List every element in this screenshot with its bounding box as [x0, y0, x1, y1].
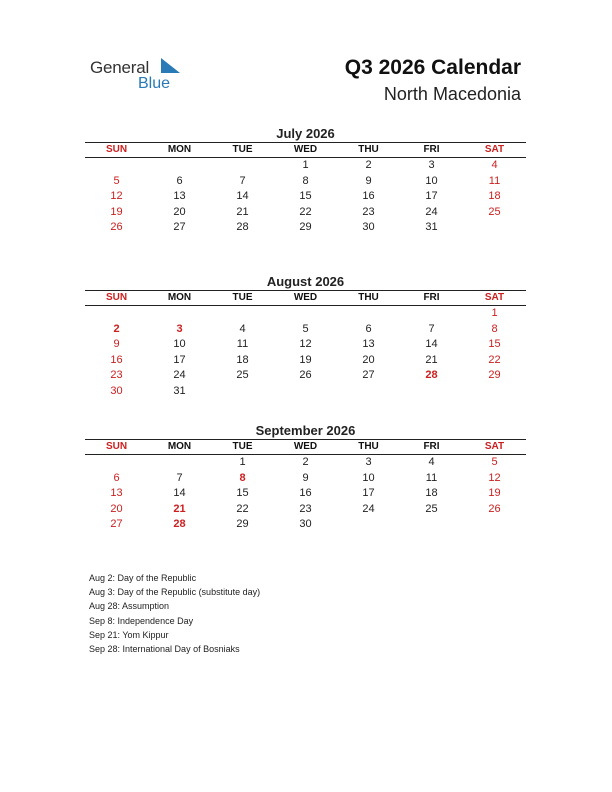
day-cell: 20: [362, 353, 375, 366]
day-cell: 3: [428, 159, 435, 171]
empty-day-cell: [337, 306, 400, 322]
day-cell: 7: [176, 471, 183, 484]
day-cell: 1: [302, 159, 309, 171]
week-row: [85, 205, 526, 221]
day-cell: 9: [365, 174, 372, 187]
day-cell: 24: [425, 205, 438, 218]
day-cell: 11: [488, 174, 501, 187]
holiday-note: Aug 3: Day of the Republic (substitute day): [89, 587, 261, 598]
empty-day-cell: [400, 384, 463, 400]
weekday-header-mon: MON: [167, 144, 192, 155]
day-cell: 2: [302, 456, 309, 468]
day-cell: 27: [362, 369, 375, 382]
day-cell: 9: [302, 471, 309, 484]
week-row: [85, 158, 526, 174]
weekday-header-row: [85, 290, 526, 306]
day-cell: 28: [173, 518, 186, 531]
month-july: [85, 125, 526, 236]
day-cell: 6: [113, 471, 120, 484]
day-cell: 4: [239, 322, 246, 335]
holiday-notes: [89, 571, 260, 656]
week-row: [85, 455, 526, 471]
holiday-note: Sep 8: Independence Day: [89, 615, 194, 626]
weekday-header-sun: SUN: [105, 144, 128, 155]
day-cell: 13: [173, 190, 186, 203]
weekday-header-tue: TUE: [232, 144, 253, 155]
day-cell: 13: [110, 487, 123, 500]
week-row: [85, 384, 526, 400]
weekday-header-fri: FRI: [423, 292, 440, 303]
day-cell: 19: [110, 205, 123, 218]
day-cell: 16: [299, 487, 312, 500]
day-cell: 20: [173, 205, 186, 218]
weekday-header-fri: FRI: [423, 144, 440, 155]
empty-day-cell: [85, 455, 148, 471]
day-cell: 8: [491, 322, 498, 335]
holiday-note: Aug 2: Day of the Republic: [89, 573, 197, 583]
day-cell: 2: [113, 322, 120, 335]
weekday-header-wed: WED: [293, 144, 318, 155]
empty-day-cell: [85, 306, 148, 322]
empty-day-cell: [211, 306, 274, 322]
weekday-header-tue: TUE: [232, 292, 253, 303]
day-cell: 13: [362, 338, 375, 351]
empty-day-cell: [463, 220, 526, 236]
weekday-header-row: [85, 142, 526, 158]
week-row: [85, 306, 526, 322]
day-cell: 12: [488, 471, 501, 484]
holiday-note: Aug 28: Assumption: [89, 601, 170, 612]
weekday-header-tue: TUE: [232, 441, 253, 452]
week-row: [85, 471, 526, 487]
day-cell: 17: [362, 487, 375, 500]
weekday-header-thu: THU: [358, 441, 379, 452]
day-cell: 10: [362, 471, 375, 484]
day-cell: 23: [299, 502, 312, 515]
empty-day-cell: [274, 306, 337, 322]
day-cell: 5: [302, 322, 309, 335]
month-august: [85, 273, 526, 400]
day-cell: 18: [236, 353, 249, 366]
day-cell: 12: [110, 190, 123, 203]
week-row: [85, 220, 526, 236]
empty-day-cell: [463, 517, 526, 533]
day-cell: 4: [491, 159, 498, 171]
day-cell: 27: [110, 518, 123, 531]
day-cell: 31: [425, 221, 438, 234]
day-cell: 10: [173, 338, 186, 351]
weekday-header-sun: SUN: [105, 292, 128, 303]
day-cell: 29: [299, 221, 312, 234]
empty-day-cell: [400, 517, 463, 533]
empty-day-cell: [148, 306, 211, 322]
day-cell: 8: [239, 471, 246, 484]
day-cell: 15: [299, 190, 312, 203]
weekday-header-wed: WED: [293, 441, 318, 452]
day-cell: 18: [425, 487, 438, 500]
day-cell: 26: [488, 502, 501, 515]
day-cell: 11: [425, 471, 438, 484]
day-cell: 15: [236, 487, 249, 500]
empty-day-cell: [148, 455, 211, 471]
day-cell: 14: [236, 190, 249, 203]
weekday-header-sun: SUN: [105, 441, 128, 452]
day-cell: 8: [302, 174, 309, 187]
week-row: [85, 322, 526, 338]
weekday-header-wed: WED: [293, 292, 318, 303]
day-cell: 26: [299, 369, 312, 382]
empty-day-cell: [85, 158, 148, 174]
day-cell: 19: [299, 353, 312, 366]
day-cell: 12: [299, 338, 312, 351]
week-row: [85, 368, 526, 384]
week-row: [85, 337, 526, 353]
week-row: [85, 486, 526, 502]
day-cell: 1: [239, 456, 246, 468]
empty-day-cell: [148, 158, 211, 174]
day-cell: 7: [428, 322, 435, 335]
week-row: [85, 502, 526, 518]
empty-day-cell: [211, 158, 274, 174]
logo-blue-text: Blue: [138, 75, 171, 92]
weekday-header-sat: SAT: [484, 292, 505, 303]
day-cell: 23: [362, 205, 375, 218]
month-title: August 2026: [266, 274, 345, 289]
day-cell: 24: [173, 369, 186, 382]
holiday-note: Sep 21: Yom Kippur: [89, 629, 169, 640]
day-cell: 17: [425, 190, 438, 203]
day-cell: 28: [425, 369, 438, 382]
day-cell: 30: [362, 221, 375, 234]
weekday-header-thu: THU: [358, 144, 379, 155]
day-cell: 3: [365, 456, 372, 468]
day-cell: 7: [239, 174, 246, 187]
weekday-header-fri: FRI: [423, 441, 440, 452]
day-cell: 5: [491, 456, 498, 468]
page-subtitle: North Macedonia: [383, 84, 521, 104]
weekday-header-mon: MON: [167, 441, 192, 452]
day-cell: 27: [173, 221, 186, 234]
month-title: September 2026: [255, 423, 356, 438]
empty-day-cell: [337, 517, 400, 533]
day-cell: 4: [428, 456, 435, 468]
day-cell: 17: [173, 353, 186, 366]
day-cell: 22: [236, 502, 249, 515]
day-cell: 9: [113, 338, 120, 351]
day-cell: 23: [110, 369, 123, 382]
day-cell: 21: [425, 353, 438, 366]
day-cell: 6: [176, 174, 183, 187]
day-cell: 1: [491, 307, 498, 319]
day-cell: 25: [488, 205, 501, 218]
day-cell: 29: [236, 518, 249, 531]
day-cell: 30: [299, 518, 312, 531]
day-cell: 5: [113, 174, 120, 187]
day-cell: 16: [362, 190, 375, 203]
day-cell: 11: [236, 338, 249, 351]
logo-triangle-icon: [161, 58, 181, 74]
logo-general-text: General: [90, 58, 150, 77]
day-cell: 18: [488, 190, 501, 203]
day-cell: 24: [362, 502, 375, 515]
weekday-header-mon: MON: [167, 292, 192, 303]
day-cell: 31: [173, 384, 186, 397]
month-september: [85, 422, 526, 533]
month-title: July 2026: [276, 126, 335, 141]
day-cell: 30: [110, 384, 123, 397]
page-title: Q3 2026 Calendar: [344, 56, 521, 79]
day-cell: 3: [176, 322, 183, 335]
week-row: [85, 189, 526, 205]
day-cell: 2: [365, 159, 372, 171]
empty-day-cell: [337, 384, 400, 400]
day-cell: 14: [173, 487, 186, 500]
day-cell: 19: [488, 487, 501, 500]
weekday-header-sat: SAT: [484, 144, 505, 155]
weekday-header-thu: THU: [358, 292, 379, 303]
day-cell: 25: [425, 502, 438, 515]
day-cell: 16: [110, 353, 123, 366]
week-row: [85, 517, 526, 533]
day-cell: 21: [236, 205, 249, 218]
empty-day-cell: [400, 306, 463, 322]
day-cell: 6: [365, 322, 372, 335]
day-cell: 14: [425, 338, 438, 351]
day-cell: 22: [299, 205, 312, 218]
weekday-header-row: [85, 439, 526, 455]
day-cell: 29: [488, 369, 501, 382]
empty-day-cell: [211, 384, 274, 400]
day-cell: 21: [173, 502, 186, 515]
week-row: [85, 353, 526, 369]
empty-day-cell: [274, 384, 337, 400]
week-row: [85, 174, 526, 190]
day-cell: 26: [110, 221, 123, 234]
day-cell: 15: [488, 338, 501, 351]
day-cell: 28: [236, 221, 249, 234]
holiday-note: Sep 28: International Day of Bosniaks: [89, 643, 240, 654]
day-cell: 10: [425, 174, 438, 187]
day-cell: 20: [110, 502, 123, 515]
weekday-header-sat: SAT: [484, 441, 505, 452]
day-cell: 22: [488, 353, 501, 366]
empty-day-cell: [463, 384, 526, 400]
day-cell: 25: [236, 369, 249, 382]
